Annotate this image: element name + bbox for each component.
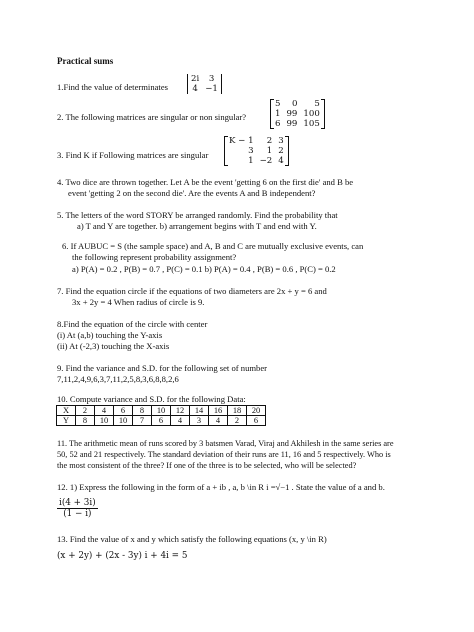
question-7-line-2: 3x + 2y = 4 When radius of circle is 9.	[72, 297, 205, 307]
matrix-cell: 1	[275, 109, 281, 119]
matrix-cell: 2i	[191, 74, 200, 84]
table-cell: X	[57, 406, 76, 416]
question-9-line-2: 7,11,2,4,9,6,3,7,11,2,5,8,3,6,8,8,2,6	[57, 374, 179, 384]
table-cell: 4	[171, 416, 190, 426]
matrix-cell: 3	[248, 146, 254, 156]
question-13-text: 13. Find the value of x and y which satisfy the following equations (x, y \in R)	[57, 534, 327, 544]
table-cell: 18	[228, 406, 247, 416]
table-cell: 10	[95, 416, 114, 426]
table-cell: 10	[114, 416, 133, 426]
matrix-cell: 99	[286, 109, 298, 119]
table-cell: 4	[95, 406, 114, 416]
question-5-line-1: 5. The letters of the word STORY be arranged randomly. Find the probability that	[57, 210, 338, 220]
table-cell: 20	[247, 406, 266, 416]
table-row-x	[57, 406, 266, 416]
question-10-text: 10. Compute variance and S.D. for the following Data:	[57, 394, 246, 404]
question-6-line-3: a) P(A) = 0.2 , P(B) = 0.7 , P(C) = 0.1 b) P(A) = 0.4 , P(B) = 0.6 , P(C) = 0.2	[72, 264, 336, 274]
matrix-cell: −1	[205, 84, 218, 94]
matrix-cell: 99	[286, 119, 298, 129]
question-11-line-3: the most consistent of the three? If one of the three is to be selected, who will be selected?	[57, 461, 357, 470]
table-row-y	[57, 416, 266, 426]
table-cell: 12	[171, 406, 190, 416]
table-cell: 4	[209, 416, 228, 426]
matrix-cell: 5	[314, 99, 320, 109]
matrix-cell: 4	[278, 156, 284, 166]
question-6-line-2: the following represent probability assignment?	[72, 252, 237, 262]
question-13-equation: (x + 2y) + (2x - 3y) i + 4i = 5	[57, 551, 188, 561]
matrix-cell: 1	[248, 156, 254, 166]
question-1-determinant	[187, 74, 222, 94]
question-6-line-1: 6. If AUBUC = S (the sample space) and A, B and C are mutually exclusive events, can	[62, 241, 364, 251]
matrix-cell: 105	[303, 119, 320, 129]
matrix-cell: 1	[266, 146, 273, 156]
question-4-line-2: event 'getting 2 on the second die'. Are the events A and B independent?	[68, 188, 316, 198]
question-4-line-1: 4. Two dice are thrown together. Let A be the event 'getting 6 on the first die' and B be	[57, 177, 354, 187]
table-cell: 16	[209, 406, 228, 416]
table-cell: 3	[190, 416, 209, 426]
question-8-line-1: 8.Find the equation of the circle with center	[57, 319, 208, 329]
table-cell: 6	[152, 416, 171, 426]
matrix-cell: 2	[266, 136, 273, 146]
question-3-matrix	[224, 136, 289, 166]
table-cell: 8	[76, 416, 95, 426]
table-cell: 8	[133, 406, 152, 416]
question-8-line-3: (ii) At (-2,3) touching the X-axis	[57, 341, 170, 351]
table-cell: 6	[247, 416, 266, 426]
question-12-fraction	[57, 498, 98, 519]
matrix-cell: 4	[192, 84, 198, 94]
fraction-numerator: i(4 + 3i)	[59, 498, 96, 508]
matrix-cell: 100	[303, 109, 320, 119]
question-2-matrix	[270, 99, 325, 129]
data-table	[56, 405, 266, 426]
question-3-text: 3. Find K if Following matrices are singular	[57, 150, 209, 160]
table-cell: 6	[114, 406, 133, 416]
question-11-line-2: 50, 52 and 21 respectively. The standard deviation of their runs are 11, 16 and 5 respectively. Who is	[57, 450, 391, 459]
table-cell: 10	[152, 406, 171, 416]
table-cell: 14	[190, 406, 209, 416]
matrix-cell: 5	[275, 99, 281, 109]
matrix-cell: K − 1	[229, 136, 254, 146]
table-cell: 7	[133, 416, 152, 426]
matrix-cell: 3	[208, 74, 215, 84]
matrix-cell: −2	[259, 156, 273, 166]
matrix-cell: 6	[275, 119, 281, 129]
table-cell: 2	[228, 416, 247, 426]
question-2-text: 2. The following matrices are singular or non singular?	[57, 112, 247, 122]
table-cell: 2	[76, 406, 95, 416]
question-9-line-1: 9. Find the variance and S.D. for the following set of number	[57, 363, 268, 373]
question-11-line-1: 11. The arithmetic mean of runs scored by 3 batsmen Varad, Viraj and Akhilesh in the same series are	[57, 439, 394, 448]
question-8-line-2: (i) At (a,b) touching the Y-axis	[57, 330, 163, 340]
question-12-text: 12. 1) Express the following in the form of a + ib , a, b \in R i =√−1 . State the value of a and b.	[57, 482, 385, 492]
question-1-text: 1.Find the value of determinates	[57, 82, 168, 92]
matrix-cell: 0	[291, 99, 298, 109]
fraction-denominator: (1 − i)	[63, 509, 92, 519]
matrix-cell: 2	[278, 146, 284, 156]
matrix-cell: 3	[278, 136, 284, 146]
page-title: Practical sums	[57, 56, 114, 66]
table-cell: Y	[57, 416, 76, 426]
question-5-line-2: a) T and Y are together. b) arrangement begins with T and end with Y.	[77, 221, 317, 231]
question-7-line-1: 7. Find the equation circle if the equations of two diameters are 2x + y = 6 and	[57, 286, 327, 296]
